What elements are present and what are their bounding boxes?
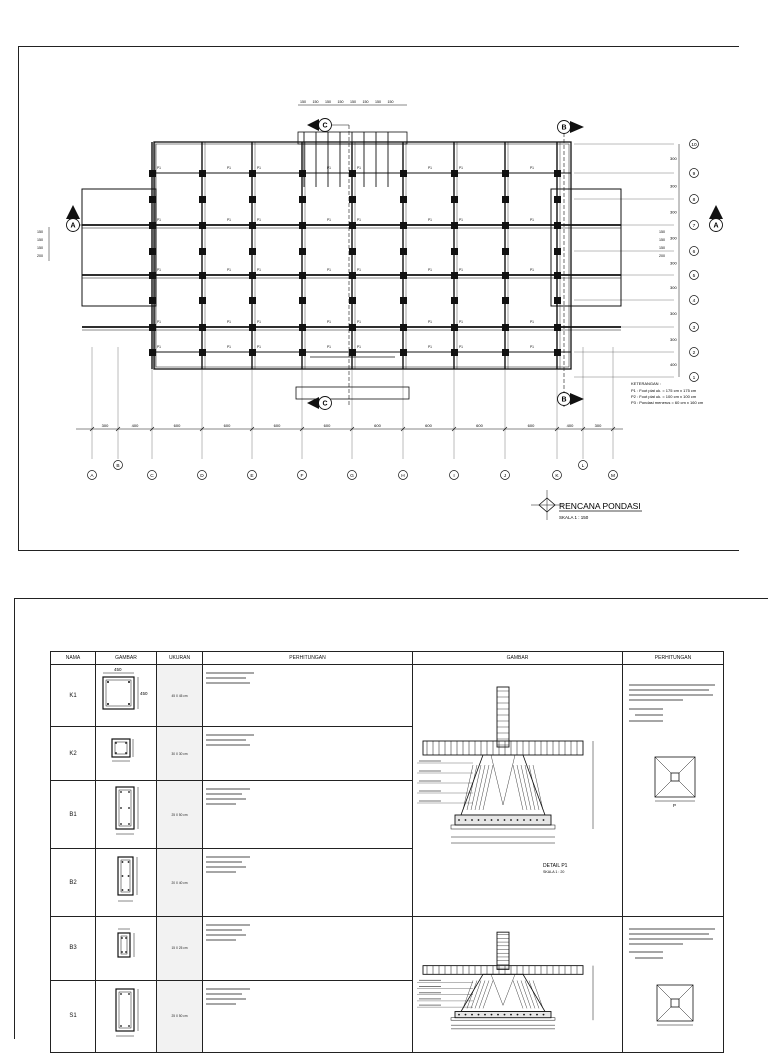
footing-label: P1 [530, 166, 534, 170]
footing-label: P1 [257, 268, 261, 272]
size-cell: 20 X 40 cm [157, 849, 203, 917]
calc-cell [203, 917, 413, 981]
dimension-text: 600 [173, 423, 181, 428]
rebar-dot [484, 1014, 486, 1016]
footing-label: P1 [227, 218, 231, 222]
dimension-text: 150 [37, 230, 43, 234]
footing-label: P1 [357, 320, 361, 324]
footing-label: P1 [530, 218, 534, 222]
beam-section-drawing [96, 919, 156, 973]
footing-block [554, 297, 561, 304]
footing-block [451, 248, 458, 255]
rebar-line [517, 765, 527, 810]
rebar-line [529, 765, 539, 810]
calc-cell [203, 849, 413, 917]
footing-block [149, 297, 156, 304]
grid-number: 9 [692, 171, 696, 177]
dimension-text: 300 [670, 235, 677, 241]
footing-block [502, 272, 509, 279]
dimension-text: 150 [375, 100, 381, 104]
footing-block [299, 324, 306, 331]
footing-block [400, 297, 407, 304]
footing-label: P1 [459, 320, 463, 324]
dimension-text: 150 [362, 100, 369, 104]
rebar-line [529, 981, 539, 1009]
rebar-dot [510, 1014, 512, 1016]
rebar-line [479, 765, 489, 810]
header-perhitungan-detail: PERHITUNGAN [623, 652, 724, 665]
rebar-line [525, 765, 535, 810]
grid-number: 8 [692, 197, 696, 203]
footing-label: P1 [357, 345, 361, 349]
footing-block [554, 196, 561, 203]
footing-label: P1 [157, 320, 161, 324]
dimension-text: 300 [670, 209, 677, 215]
rebar-dot [504, 819, 506, 821]
rebar-dot [536, 1014, 538, 1016]
rebar-dot [491, 1014, 493, 1016]
rebar-dot [465, 819, 467, 821]
grid-number: 10 [691, 142, 697, 148]
dimension-text: 300 [670, 337, 677, 342]
rebar-dot [504, 1014, 506, 1016]
grid-letter: G [350, 473, 354, 479]
footing-label: P1 [459, 268, 463, 272]
section-b-bottom-letter: B [561, 396, 567, 404]
dimension-text: 150 [659, 238, 665, 242]
header-gambar: GAMBAR [96, 652, 157, 665]
structural-schedule-table [50, 651, 724, 1053]
rebar-dot [523, 1014, 525, 1016]
footing-label: P1 [428, 268, 432, 272]
footing-detail-drawing [413, 665, 622, 891]
footing-label: P1 [428, 345, 432, 349]
footing-label: P1 [327, 345, 331, 349]
row-name: K1 [51, 665, 96, 727]
footing-block [349, 196, 356, 203]
footing-block [349, 324, 356, 331]
legend-line: P1 : Foot plat uk. = 175 cm x 175 cm [631, 388, 697, 393]
dimension-text: 300 [670, 156, 677, 161]
footing-block [149, 272, 156, 279]
footing-block [349, 170, 356, 177]
footing-block [199, 272, 206, 279]
grid-letter: C [150, 473, 154, 479]
section-drawing-cell [96, 849, 157, 917]
lean-concrete [451, 825, 555, 829]
dimension-text: 600 [223, 423, 231, 428]
foundation-plan-drawing [19, 47, 739, 550]
size-cell: 15 X 25 cm [157, 917, 203, 981]
dimension-text: 300 [670, 311, 677, 316]
footing-block [400, 222, 407, 229]
size-cell: 25 X 50 cm [157, 980, 203, 1052]
footing-label: P1 [357, 166, 361, 170]
footing-block [199, 248, 206, 255]
footing-block [299, 349, 306, 356]
rebar-dot [536, 819, 538, 821]
dimension-text: 150 [325, 100, 331, 104]
footing-block [249, 324, 256, 331]
rebar-line [479, 981, 489, 1009]
row-name: K2 [51, 727, 96, 781]
detail-p2-calc-cell [623, 917, 724, 1053]
detail-scale: SKALA 1 : 20 [543, 870, 565, 874]
footing-block [400, 272, 407, 279]
left-wing-outline [82, 189, 156, 306]
rebar-dot [458, 819, 460, 821]
dimension-text: 600 [273, 423, 281, 428]
section-drawing-cell [96, 727, 157, 781]
dimension-text: 150 [312, 100, 319, 104]
rebar-line [467, 981, 477, 1009]
rebar-line [483, 981, 493, 1009]
footing-block [349, 248, 356, 255]
dimension-text: 400 [131, 423, 139, 428]
footing-block [349, 349, 356, 356]
detail-p1-calc-cell [623, 665, 724, 917]
plan-label: P [673, 803, 677, 808]
calc-cell [203, 665, 413, 727]
grid-number: 5 [692, 273, 696, 279]
rebar-line [513, 981, 523, 1009]
dimension-text: 150 [300, 100, 306, 104]
plan-title: RENCANA PONDASI [559, 501, 641, 511]
footing-block [451, 196, 458, 203]
footing-block [299, 222, 306, 229]
footing-block [149, 222, 156, 229]
footing-block [149, 196, 156, 203]
rebar-dot [478, 1014, 480, 1016]
rebar-line [525, 981, 535, 1009]
dimension-text: 200 [37, 254, 43, 258]
footing-block [299, 297, 306, 304]
footing-block [249, 297, 256, 304]
rebar-dot [458, 1014, 460, 1016]
detail-p2-cell [413, 917, 623, 1053]
calc-cell [203, 781, 413, 849]
dimension-text: 600 [425, 423, 432, 428]
rebar-line [483, 765, 493, 810]
dimension-text: 600 [323, 423, 331, 428]
section-b-top-arrow [570, 121, 584, 133]
grid-letter: K [555, 473, 559, 479]
size-cell: 45 X 45 cm [157, 665, 203, 727]
footing-label: P1 [227, 320, 231, 324]
rebar-line [467, 765, 477, 810]
footing-block [554, 272, 561, 279]
row-name: B3 [51, 917, 96, 981]
column-section-drawing [96, 665, 156, 721]
rebar-dot [471, 1014, 473, 1016]
section-b-top-letter: B [561, 124, 567, 132]
grid-letter: J [503, 473, 507, 479]
dimension-text: 150 [350, 100, 356, 104]
grid-letter: F [300, 473, 304, 479]
footing-block [199, 324, 206, 331]
footing-block [299, 272, 306, 279]
section-a-left-letter: A [70, 222, 76, 230]
footing-block [349, 222, 356, 229]
rebar-dot [523, 819, 525, 821]
footing-label: P1 [530, 320, 534, 324]
right-wing-outline [551, 189, 621, 306]
column-stub [497, 932, 509, 969]
footing-block [149, 248, 156, 255]
footing-block [199, 170, 206, 177]
dimension-text: 400 [566, 423, 574, 428]
grid-letter: D [200, 473, 204, 479]
rebar-line [471, 765, 481, 810]
dimension-text: 300 [101, 423, 109, 428]
section-dim-side: 450 [140, 691, 148, 696]
size-cell: 25 X 50 cm [157, 781, 203, 849]
dimension-text: 150 [387, 100, 394, 104]
footing-block [199, 196, 206, 203]
footing-label: P1 [227, 268, 231, 272]
grid-number: 4 [692, 298, 696, 304]
row-name: B1 [51, 781, 96, 849]
footing-block [149, 170, 156, 177]
footing-hatch [491, 755, 515, 805]
rebar-line [513, 765, 523, 810]
table-row [51, 917, 724, 981]
footing-block [554, 324, 561, 331]
rebar-dot [465, 1014, 467, 1016]
rebar-dot [517, 1014, 519, 1016]
dimension-text: 150 [337, 100, 344, 104]
dimension-text: 150 [37, 238, 43, 242]
dimension-text: 400 [670, 362, 677, 367]
footing-label: P1 [227, 166, 231, 170]
footing-label: P1 [257, 320, 261, 324]
rebar-dot [510, 819, 512, 821]
section-c-bottom-letter: C [322, 400, 328, 408]
column-stub [497, 687, 509, 747]
grid-letter: L [581, 463, 585, 469]
footing-block [299, 248, 306, 255]
rebar-dot [497, 819, 499, 821]
dimension-text: 300 [594, 423, 602, 428]
footing-label: P1 [227, 345, 231, 349]
footing-block [249, 170, 256, 177]
footing-block [451, 272, 458, 279]
header-ukuran: UKURAN [157, 652, 203, 665]
header-perhitungan: PERHITUNGAN [203, 652, 413, 665]
section-a-left-arrow [66, 205, 80, 219]
footing-block [554, 170, 561, 177]
grid-letter: M [611, 473, 615, 479]
dimension-text: 300 [670, 183, 677, 189]
footing-block [451, 297, 458, 304]
footing-block [400, 196, 407, 203]
grid-letter: A [90, 473, 94, 479]
footing-hatch [491, 974, 515, 1005]
dimension-text: 600 [476, 423, 483, 428]
section-dim-top: 450 [114, 667, 122, 672]
legend-line: P2 : Foot plat uk. = 100 cm x 100 cm [631, 394, 697, 399]
footing-label: P1 [327, 218, 331, 222]
legend-heading: KETERANGAN : [631, 381, 661, 386]
footing-label: P1 [357, 268, 361, 272]
footing-block [349, 272, 356, 279]
rebar-dot [471, 819, 473, 821]
footing-block [400, 324, 407, 331]
footing-label: P1 [428, 320, 432, 324]
footing-block [149, 349, 156, 356]
dimension-text: 300 [670, 285, 677, 290]
footing-label: P1 [157, 345, 161, 349]
footing-label: P1 [327, 268, 331, 272]
foundation-plan-sheet [18, 46, 739, 551]
footing-block [502, 248, 509, 255]
footing-block [199, 349, 206, 356]
column-section-drawing [96, 727, 156, 775]
rebar-dot [491, 819, 493, 821]
dimension-text: 600 [374, 423, 381, 428]
footing-block [502, 324, 509, 331]
footing-block [400, 170, 407, 177]
footing-block [400, 349, 407, 356]
footing-label: P1 [257, 166, 261, 170]
footing-block [502, 196, 509, 203]
footing-block [299, 170, 306, 177]
footing-label: P1 [157, 268, 161, 272]
dimension-text: 600 [527, 423, 535, 428]
section-a-right-letter: A [713, 222, 719, 230]
grid-letter: B [116, 463, 120, 469]
grid-number: 1 [692, 375, 696, 381]
footing-block [451, 349, 458, 356]
section-c-top-arrow [307, 119, 319, 131]
beam-section-drawing [96, 983, 156, 1045]
footing-block [249, 272, 256, 279]
footing-block [249, 196, 256, 203]
size-cell: 30 X 30 cm [157, 727, 203, 781]
footing-block [249, 222, 256, 229]
rebar-dot [530, 1014, 532, 1016]
dimension-text: 200 [659, 254, 665, 258]
calc-cell [203, 727, 413, 781]
dimension-text: 150 [37, 246, 43, 250]
dimension-text: 150 [659, 246, 665, 250]
grid-letter: H [401, 473, 405, 479]
rebar-dot [484, 819, 486, 821]
calc-cell [203, 980, 413, 1052]
footing-label: P1 [459, 218, 463, 222]
rebar-dot [530, 819, 532, 821]
grid-number: 3 [692, 325, 696, 331]
beam-section-drawing [96, 849, 156, 911]
footing-block [249, 248, 256, 255]
footing-slope [461, 755, 545, 815]
section-a-right-arrow [709, 205, 723, 219]
footing-block [554, 349, 561, 356]
grid-number: 6 [692, 249, 696, 255]
grid-number: 2 [692, 350, 696, 356]
row-name: B2 [51, 849, 96, 917]
footing-block [400, 248, 407, 255]
dimension-text: 300 [670, 260, 677, 266]
rebar-dot [543, 819, 545, 821]
footing-label: P1 [257, 345, 261, 349]
footing-label: P1 [459, 166, 463, 170]
footing-block [299, 196, 306, 203]
footing-label: P1 [257, 218, 261, 222]
rebar-line [471, 981, 481, 1009]
grid-letter: E [250, 473, 254, 479]
grid-letter: I [453, 473, 455, 479]
footing-plan-symbol-2 [623, 917, 723, 1047]
footing-block [502, 222, 509, 229]
rebar-dot [478, 819, 480, 821]
footing-label: P1 [327, 320, 331, 324]
footing-block [502, 349, 509, 356]
grid-number: 7 [692, 223, 696, 229]
footing-block [451, 222, 458, 229]
footing-block [554, 248, 561, 255]
section-drawing-cell [96, 665, 157, 727]
beam-section-drawing [96, 781, 156, 843]
footing-block [451, 324, 458, 331]
footing-label: P1 [157, 218, 161, 222]
rebar-line [517, 981, 527, 1009]
section-drawing-cell [96, 980, 157, 1052]
footing-block [199, 222, 206, 229]
rebar-dot [517, 819, 519, 821]
section-drawing-cell [96, 781, 157, 849]
header-nama: NAMA [51, 652, 96, 665]
section-c-top-letter: C [322, 122, 328, 130]
footing-block [249, 349, 256, 356]
footing-label: P1 [357, 218, 361, 222]
footing-detail-drawing-2 [413, 917, 622, 1047]
footing-label: P1 [530, 268, 534, 272]
footing-block [199, 297, 206, 304]
building-outline-inner [156, 144, 569, 367]
footing-label: P1 [428, 166, 432, 170]
row-name: S1 [51, 980, 96, 1052]
section-drawing-cell [96, 917, 157, 981]
plan-scale: SKALA 1 : 150 [559, 515, 589, 520]
section-b-bottom-arrow [570, 393, 584, 405]
footing-label: P1 [428, 218, 432, 222]
footing-block [451, 170, 458, 177]
footing-slope [461, 974, 545, 1011]
rebar-dot [543, 1014, 545, 1016]
rebar-dot [497, 1014, 499, 1016]
table-row [51, 665, 724, 727]
entrance-bottom-outline [296, 387, 409, 399]
footing-block [149, 324, 156, 331]
footing-plan-symbol [623, 665, 723, 891]
footing-label: P1 [530, 345, 534, 349]
footing-block [554, 222, 561, 229]
footing-label: P1 [459, 345, 463, 349]
footing-block [502, 170, 509, 177]
header-gambar-detail: GAMBAR [413, 652, 623, 665]
footing-block [502, 297, 509, 304]
dimension-text: 150 [659, 230, 665, 234]
footing-label: P1 [157, 166, 161, 170]
legend-line: P3 : Pondasi menerus = 60 cm x 160 cm [631, 400, 704, 405]
footing-block [349, 297, 356, 304]
detail-p1-cell [413, 665, 623, 917]
footing-label: P1 [327, 166, 331, 170]
detail-title: DETAIL P1 [543, 863, 568, 869]
